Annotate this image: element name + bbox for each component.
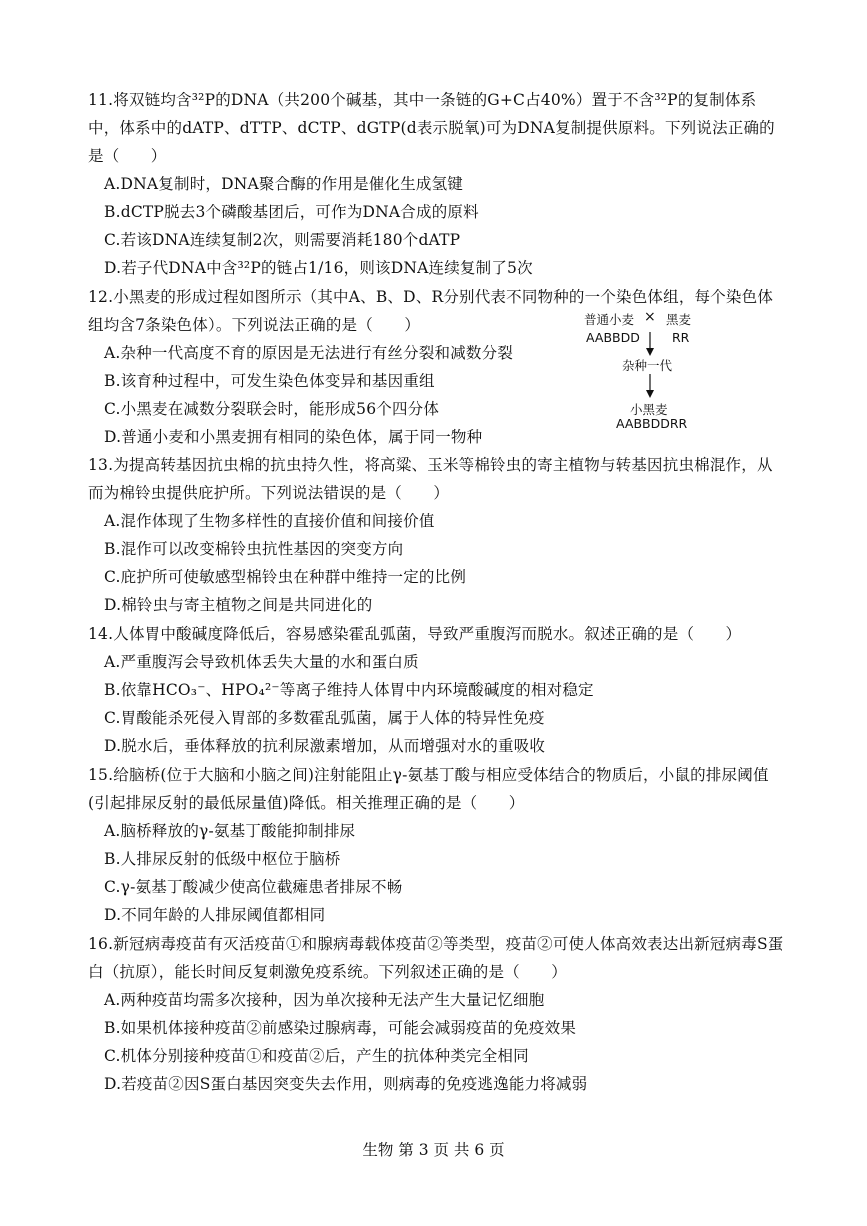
option-d: D.若子代DNA中含³²P的链占1/16，则该DNA连续复制了5次 (104, 259, 533, 277)
option-b: B.混作可以改变棉铃虫抗性基因的突变方向 (104, 540, 404, 558)
parent2-name: 黑麦 (666, 312, 692, 327)
question-16 (88, 930, 784, 1098)
option-a: A.混作体现了生物多样性的直接价值和间接价值 (104, 512, 435, 530)
option-a: A.脑桥释放的γ-氨基丁酸能抑制排尿 (104, 822, 356, 840)
question-stem: 12.小黑麦的形成过程如图所示（其中A、B、D、R分别代表不同物种的一个染色体组，每个染色体组均含7条染色体）。下列说法正确的是（ ） (88, 288, 774, 334)
option-c: C.若该DNA连续复制2次，则需要消耗180个dATP (104, 231, 461, 249)
parent1-name: 普通小麦 (584, 312, 635, 327)
parent2-genome: RR (672, 330, 690, 345)
option-d: D.不同年龄的人排尿阈值都相同 (104, 906, 326, 924)
f1-label: 杂种一代 (622, 358, 673, 373)
option-d: D.普通小麦和小黑麦拥有相同的染色体，属于同一物种 (104, 428, 483, 446)
option-d: D.若疫苗②因S蛋白基因突变失去作用，则病毒的免疫逃逸能力将减弱 (104, 1075, 588, 1093)
option-a: A.杂种一代高度不育的原因是无法进行有丝分裂和减数分裂 (104, 344, 514, 362)
question-stem: 14.人体胃中酸碱度降低后，容易感染霍乱弧菌，导致严重腹泻而脱水。叙述正确的是（ ） (88, 625, 742, 643)
option-b: B.dCTP脱去3个磷酸基团后，可作为DNA合成的原料 (104, 203, 479, 221)
option-c: C.小黑麦在减数分裂联会时，能形成56个四分体 (104, 400, 440, 418)
option-b: B.依靠HCO₃⁻、HPO₄²⁻等离子维持人体胃中内环境酸碱度的相对稳定 (104, 681, 594, 699)
option-a: A.两种疫苗均需多次接种，因为单次接种无法产生大量记忆细胞 (104, 991, 545, 1009)
option-a: A.严重腹泻会导致机体丢失大量的水和蛋白质 (104, 653, 419, 671)
option-d: D.棉铃虫与寄主植物之间是共同进化的 (104, 596, 373, 614)
question-stem: 15.给脑桥(位于大脑和小脑之间)注射能阻止γ-氨基丁酸与相应受体结合的物质后，小鼠的排尿阈值(引起排尿反射的最低尿量值)降低。相关推理正确的是（ ） (88, 766, 769, 812)
option-b: B.人排尿反射的低级中枢位于脑桥 (104, 850, 341, 868)
option-a: A.DNA复制时，DNA聚合酶的作用是催化生成氢键 (104, 175, 463, 193)
question-14 (88, 620, 784, 760)
product-genome: AABBDDRR (616, 416, 688, 431)
option-c: C.庇护所可使敏感型棉铃虫在种群中维持一定的比例 (104, 568, 467, 586)
question-11 (88, 86, 784, 282)
question-15 (88, 761, 784, 929)
product-name: 小黑麦 (630, 402, 668, 417)
option-b: B.如果机体接种疫苗②前感染过腺病毒，可能会减弱疫苗的免疫效果 (104, 1019, 577, 1037)
option-c: C.胃酸能杀死侵入胃部的多数霍乱弧菌，属于人体的特异性免疫 (104, 709, 545, 727)
option-c: C.γ-氨基丁酸减少使高位截瘫患者排尿不畅 (104, 878, 403, 896)
option-c: C.机体分别接种疫苗①和疫苗②后，产生的抗体种类完全相同 (104, 1047, 529, 1065)
cross-symbol: × (644, 309, 656, 325)
question-stem: 13.为提高转基因抗虫棉的抗虫持久性，将高粱、玉米等棉铃虫的寄主植物与转基因抗虫棉混作，从而为棉铃虫提供庇护所。下列说法错误的是（ ） (88, 456, 773, 502)
breeding-diagram (578, 310, 728, 434)
parent1-genome: AABBDD (586, 330, 640, 345)
page-footer: 生物 第 3 页 共 6 页 (362, 1141, 505, 1159)
option-b: B.该育种过程中，可发生染色体变异和基因重组 (104, 372, 435, 390)
question-13 (88, 451, 784, 619)
option-d: D.脱水后，垂体释放的抗利尿激素增加，从而增强对水的重吸收 (104, 737, 546, 755)
question-stem: 16.新冠病毒疫苗有灭活疫苗①和腺病毒载体疫苗②等类型，疫苗②可使人体高效表达出新冠病毒S蛋白（抗原），能长时间反复刺激免疫系统。下列叙述正确的是（ ） (88, 935, 784, 981)
question-stem: 11.将双链均含³²P的DNA（共200个碱基，其中一条链的G+C占40%）置于不含³²P的复制体系中，体系中的dATP、dTTP、dCTP、dGTP(d表示脱氧)可为DNA复制提供原料。下列说法正确的是（ ） (88, 91, 775, 165)
